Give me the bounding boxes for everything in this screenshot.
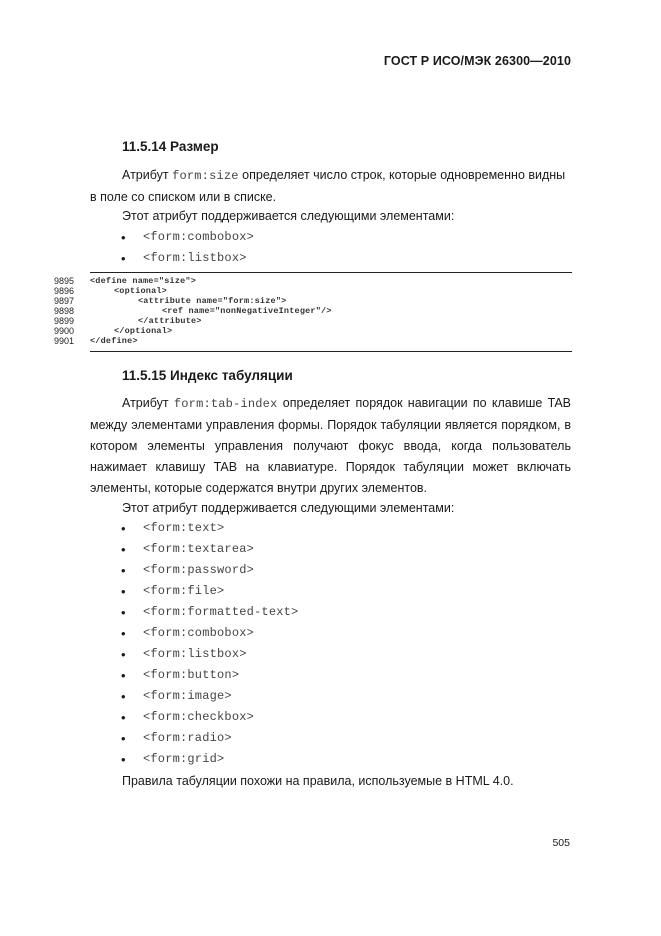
element-name: <form:listbox> [143,251,247,265]
tab-index-attribute-code: form:tab-index [173,397,278,411]
code-text: <attribute name="form:size"> [138,296,287,306]
element-name: <form:radio> [143,731,232,745]
element-name: <form:checkbox> [143,710,255,724]
line-number: 9896 [54,286,75,296]
size-attribute-code: form:size [172,169,239,183]
page-number: 505 [552,837,570,849]
element-name: <form:text> [143,521,225,535]
code-top-rule [90,272,572,273]
bullet-icon: • [121,710,126,725]
line-number: 9899 [54,316,75,326]
line-number: 9900 [54,326,75,336]
tab-index-description-prefix: Атрибут [122,396,174,410]
page-header: ГОСТ Р ИСО/МЭК 26300—2010 [383,54,571,68]
bullet-icon: • [121,542,126,557]
element-name: <form:button> [143,668,240,682]
size-description-prefix: Атрибут [122,168,173,182]
line-number: 9897 [54,296,75,306]
code-bottom-rule [90,351,572,352]
bullet-icon: • [121,251,126,266]
size-description [90,165,571,208]
element-name: <form:textarea> [143,542,255,556]
tab-supported-text: Этот атрибут поддерживается следующими элементами: [122,501,455,515]
section-heading-size: 11.5.14 Размер [122,139,219,154]
bullet-icon: • [121,521,126,536]
code-text: <ref name="nonNegativeInteger"/> [162,306,332,316]
element-name: <form:formatted-text> [143,605,299,619]
element-name: <form:listbox> [143,647,247,661]
code-text: </optional> [114,326,173,336]
tab-index-description-suffix: определяет порядок навигации по клавише TAB между элементами управления формы. Порядок табуляции является порядком, в котором элементы управления получают фокус ввода, когда пользователь нажимает клавишу TAB на клавиатуре. Порядок табуляции может включать элементы, которые содержатся внутри других элементов. [90,396,571,495]
bullet-icon: • [121,668,126,683]
bullet-icon: • [121,647,126,662]
element-name: <form:combobox> [143,626,255,640]
tab-closing-text: Правила табуляции похожи на правила, используемые в HTML 4.0. [122,774,514,788]
size-supported-text: Этот атрибут поддерживается следующими элементами: [122,209,455,223]
bullet-icon: • [121,230,126,245]
tab-index-description [90,393,571,499]
bullet-icon: • [121,626,126,641]
code-text: <optional> [114,286,168,296]
element-name: <form:file> [143,584,225,598]
line-number: 9895 [54,276,75,286]
bullet-icon: • [121,689,126,704]
bullet-icon: • [121,584,126,599]
line-number: 9898 [54,306,75,316]
element-name: <form:grid> [143,752,225,766]
bullet-icon: • [121,731,126,746]
element-name: <form:password> [143,563,255,577]
element-name: <form:image> [143,689,232,703]
bullet-icon: • [121,605,126,620]
line-number: 9901 [54,336,75,346]
bullet-icon: • [121,563,126,578]
code-text: </define> [90,336,138,346]
code-text: <define name="size"> [90,276,197,286]
section-heading-tab-index: 11.5.15 Индекс табуляции [122,368,293,383]
element-name: <form:combobox> [143,230,255,244]
code-text: </attribute> [138,316,202,326]
size-description-suffix: определяет число строк, которые одновременно видны в поле со списком или в списке. [90,168,566,204]
bullet-icon: • [121,752,126,767]
